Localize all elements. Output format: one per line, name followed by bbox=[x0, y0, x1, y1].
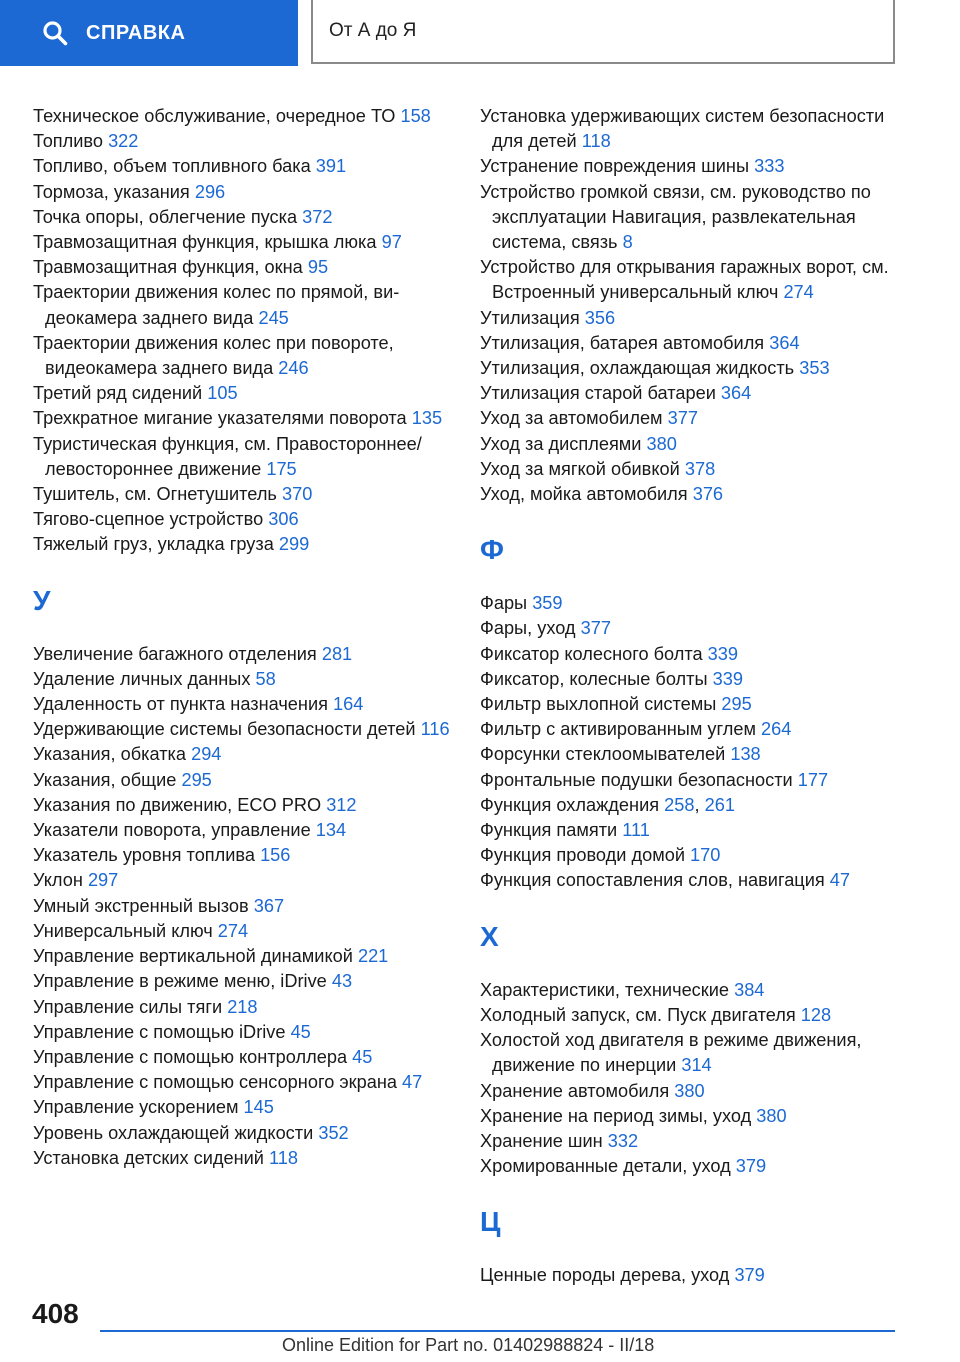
page-link[interactable]: 356 bbox=[584, 307, 616, 328]
search-icon bbox=[42, 20, 68, 46]
index-entry-text: Хранение на период зимы, уход bbox=[480, 1105, 757, 1126]
index-entry-text: Фиксатор, колесные болты bbox=[480, 668, 713, 689]
index-entry bbox=[480, 1263, 920, 1288]
page-link[interactable]: 264 bbox=[761, 719, 792, 740]
index-entry-text: Установка детских сидений bbox=[33, 1147, 270, 1168]
index-entry bbox=[33, 944, 473, 969]
index-entry bbox=[33, 1070, 473, 1095]
index-entry bbox=[33, 969, 473, 994]
page-header bbox=[0, 0, 960, 66]
index-entry bbox=[33, 406, 473, 431]
page-link[interactable]: 135 bbox=[411, 408, 443, 429]
index-entry-text: Точка опоры, облегчение пуска bbox=[33, 206, 303, 227]
index-entry-text: Холодный запуск, см. Пуск двигателя bbox=[480, 1004, 801, 1025]
page-link[interactable]: 332 bbox=[607, 1130, 639, 1151]
index-entry bbox=[480, 406, 920, 431]
index-entry-text: Тягово-сцепное устройство bbox=[33, 509, 269, 530]
index-entry bbox=[33, 331, 473, 381]
index-entry-text: Управление с помощью iDrive bbox=[33, 1021, 291, 1042]
page-link[interactable]: 306 bbox=[268, 509, 299, 530]
index-entry bbox=[33, 381, 473, 406]
index-entry bbox=[33, 230, 473, 255]
index-entry bbox=[33, 205, 473, 230]
page-link[interactable]: 372 bbox=[302, 206, 333, 227]
index-entry bbox=[33, 1020, 473, 1045]
page-link[interactable]: 295 bbox=[181, 769, 212, 790]
index-column-left bbox=[33, 104, 473, 1171]
a-to-z-tab-label: От А до Я bbox=[329, 20, 417, 41]
page-link[interactable]: 333 bbox=[754, 156, 785, 177]
footer-divider bbox=[100, 1330, 895, 1332]
index-entry-text: Устранение повреждения шины bbox=[480, 156, 755, 177]
index-entry bbox=[33, 642, 473, 667]
index-entry-text: Уход за мягкой обивкой bbox=[480, 458, 685, 479]
index-entry-text: Указания, общие bbox=[33, 769, 182, 790]
index-entry bbox=[480, 667, 920, 692]
page-link[interactable]: 294 bbox=[191, 744, 222, 765]
index-entry bbox=[480, 482, 920, 507]
index-entry-text: Тормоза, указания bbox=[33, 181, 195, 202]
index-entry-text: Туристическая функция, см. Правостороннее/левостороннее движение bbox=[33, 433, 422, 479]
index-entry-text: Функция памяти bbox=[480, 820, 623, 841]
index-entry-text: Форсунки стеклоомывателей bbox=[480, 744, 731, 765]
index-entry-text: Управление в режиме меню, iDrive bbox=[33, 971, 332, 992]
index-entry bbox=[480, 843, 920, 868]
index-entry bbox=[480, 742, 920, 767]
index-entry-text: Фронтальные подушки безопасности bbox=[480, 769, 798, 790]
index-entry-text: Холостой ход двигателя в режиме движения, движение по инерции bbox=[480, 1030, 862, 1076]
page-link[interactable]: 118 bbox=[581, 131, 611, 152]
index-entry bbox=[480, 1154, 920, 1179]
page-link[interactable]: 246 bbox=[278, 358, 309, 379]
edition-note: Online Edition for Part no. 01402988824 - II/18 bbox=[282, 1335, 655, 1355]
index-entry bbox=[480, 154, 920, 179]
index-entry-text: Уровень охлаждающей жидкости bbox=[33, 1122, 319, 1143]
index-entry-text: Указатель уровня топлива bbox=[33, 845, 261, 866]
index-letter-heading: У bbox=[33, 584, 51, 616]
page-link[interactable]: 297 bbox=[87, 870, 119, 891]
page-link[interactable]: 116 bbox=[420, 719, 450, 740]
page-link[interactable]: 177 bbox=[797, 769, 829, 790]
index-entry bbox=[480, 978, 920, 1003]
index-entry-text: Тяжелый груз, укладка груза bbox=[33, 534, 279, 555]
page-link[interactable]: 175 bbox=[266, 458, 297, 479]
page-link[interactable]: 95 bbox=[307, 257, 329, 278]
page-link[interactable]: 339 bbox=[707, 643, 739, 664]
page-link[interactable]: 353 bbox=[799, 358, 830, 379]
page-link[interactable]: 261 bbox=[704, 794, 735, 815]
page-link[interactable]: 296 bbox=[194, 181, 226, 202]
page-link[interactable]: 47 bbox=[402, 1072, 423, 1093]
index-entry bbox=[480, 255, 920, 305]
page-link[interactable]: 377 bbox=[580, 618, 611, 639]
page-link[interactable]: 295 bbox=[721, 694, 752, 715]
index-entry-text: Утилизация старой батареи bbox=[480, 383, 721, 404]
index-entry bbox=[480, 104, 920, 154]
page-link[interactable]: 380 bbox=[674, 1080, 705, 1101]
page-link[interactable]: 97 bbox=[381, 232, 402, 253]
index-entry-text: Уход, мойка автомобиля bbox=[480, 484, 693, 505]
index-entry-text: Управление вертикальной динамикой bbox=[33, 946, 358, 967]
page-link[interactable]: 391 bbox=[315, 156, 347, 177]
index-entry bbox=[33, 868, 473, 893]
index-entry bbox=[33, 742, 473, 767]
index-entry-text: Утилизация, охлаждающая жидкость bbox=[480, 358, 800, 379]
page-link[interactable]: 376 bbox=[692, 484, 724, 505]
index-entry-text: Управление с помощью сенсорного экрана bbox=[33, 1072, 403, 1093]
page-link[interactable]: 314 bbox=[681, 1055, 712, 1076]
index-entry bbox=[33, 507, 473, 532]
index-entry-text: Умный экстренный вызов bbox=[33, 895, 254, 916]
index-entry-text: Утилизация bbox=[480, 307, 585, 328]
index-column-right bbox=[480, 104, 920, 1289]
index-entry-text: Уход за автомобилем bbox=[480, 408, 668, 429]
page-link[interactable]: 370 bbox=[281, 484, 313, 505]
index-entry-text: Травмозащитная функция, крышка люка bbox=[33, 232, 382, 253]
index-letter-heading: Ц bbox=[480, 1206, 501, 1238]
index-entry-text: Топливо, объем топливного бака bbox=[33, 156, 316, 177]
a-to-z-tab[interactable] bbox=[311, 0, 895, 64]
index-entry-text: Универсальный ключ bbox=[33, 920, 218, 941]
page-link[interactable]: 258 bbox=[664, 794, 695, 815]
index-entry bbox=[33, 843, 473, 868]
index-entry bbox=[33, 129, 473, 154]
index-entry-text: Третий ряд сидений bbox=[33, 383, 208, 404]
index-entry-text: Фиксатор колесного болта bbox=[480, 643, 708, 664]
index-entry bbox=[33, 482, 473, 507]
index-entry bbox=[480, 768, 920, 793]
index-entry-text: Фары bbox=[480, 593, 533, 614]
index-entry bbox=[480, 642, 920, 667]
page-link[interactable]: 312 bbox=[326, 794, 357, 815]
index-entry-text: Устройство для открывания гаражных ворот, см. Встроенный универсальный ключ bbox=[480, 257, 889, 303]
index-entry-text: Техническое обслуживание, очередное ТО bbox=[33, 106, 401, 126]
index-entry-text: Указатели поворота, управление bbox=[33, 820, 316, 841]
page-link[interactable]: 105 bbox=[207, 383, 238, 404]
index-entry-text: Фильтр с активированным углем bbox=[480, 719, 762, 740]
page-link[interactable]: 364 bbox=[720, 383, 752, 404]
index-entry bbox=[33, 1095, 473, 1120]
page-link[interactable]: 379 bbox=[735, 1156, 767, 1177]
index-entry-text: Уклон bbox=[33, 870, 88, 891]
page-link[interactable]: 379 bbox=[734, 1265, 765, 1286]
index-entry-text: Функция сопоставления слов, навигация bbox=[480, 870, 830, 891]
index-entry-text: Тушитель, см. Огнетушитель bbox=[33, 484, 282, 505]
index-entry-text: Удаленность от пункта назначения bbox=[33, 694, 334, 715]
index-entry-text: Ценные породы дерева, уход bbox=[480, 1265, 735, 1286]
page-link[interactable]: 58 bbox=[255, 668, 276, 689]
page-link[interactable]: 378 bbox=[684, 458, 716, 479]
index-entry bbox=[480, 356, 920, 381]
index-entry-text: Характеристики, технические bbox=[480, 979, 735, 1000]
page-link[interactable]: 145 bbox=[243, 1097, 274, 1118]
index-entry bbox=[33, 432, 473, 482]
page-link[interactable]: 380 bbox=[646, 433, 677, 454]
index-entry bbox=[33, 768, 473, 793]
index-entry bbox=[480, 1104, 920, 1129]
page-link[interactable]: 8 bbox=[622, 232, 633, 253]
index-entry bbox=[480, 1003, 920, 1028]
index-entry-text: Управление ускорением bbox=[33, 1097, 244, 1118]
page-link[interactable]: 128 bbox=[800, 1004, 832, 1025]
index-entry bbox=[33, 280, 473, 330]
page-link[interactable]: 164 bbox=[333, 694, 364, 715]
page-link[interactable]: 138 bbox=[730, 744, 761, 765]
index-entry bbox=[480, 818, 920, 843]
index-entry-text: Удаление личных данных bbox=[33, 668, 256, 689]
index-entry bbox=[33, 894, 473, 919]
index-entry bbox=[33, 104, 473, 129]
index-entry bbox=[33, 1121, 473, 1146]
page-number: 408 bbox=[32, 1298, 79, 1329]
page-link[interactable]: 322 bbox=[108, 131, 139, 152]
index-entry bbox=[480, 717, 920, 742]
index-entry-text: Траектории движения колес при повороте, видеокамера заднего вида bbox=[33, 332, 394, 379]
index-entry-text: Хранение автомобиля bbox=[480, 1080, 675, 1101]
page-link[interactable]: 367 bbox=[253, 895, 285, 916]
index-entry-text: Удерживающие системы безопасности детей bbox=[33, 719, 421, 740]
index-entry bbox=[33, 532, 473, 557]
index-entry bbox=[33, 919, 473, 944]
index-entry-text: Управление силы тяги bbox=[33, 996, 228, 1017]
index-entry-text: Управление с помощью контроллера bbox=[33, 1046, 353, 1067]
index-entry-text: Функция проводи домой bbox=[480, 845, 691, 866]
index-entry bbox=[33, 180, 473, 205]
index-entry-text: Уход за дисплеями bbox=[480, 433, 647, 454]
index-entry-text: Функция охлаждения bbox=[480, 794, 665, 815]
page-link[interactable]: 377 bbox=[667, 408, 698, 429]
index-entry bbox=[33, 995, 473, 1020]
page-link[interactable]: 170 bbox=[690, 845, 721, 866]
index-entry bbox=[33, 793, 473, 818]
index-entry bbox=[33, 154, 473, 179]
index-entry-text: Указания по движению, ECO PRO bbox=[33, 794, 327, 815]
index-entry-text: Увеличение багажного отделения bbox=[33, 643, 322, 664]
index-entry bbox=[33, 1045, 473, 1070]
page-link[interactable]: 359 bbox=[532, 593, 563, 614]
page-link[interactable]: 380 bbox=[756, 1105, 787, 1126]
page-link[interactable]: 45 bbox=[290, 1021, 311, 1042]
index-entry-text: Трехкратное мигание указателями поворота bbox=[33, 408, 412, 429]
index-letter-heading: Х bbox=[480, 920, 499, 952]
index-entry-text: Указания, обкатка bbox=[33, 744, 192, 765]
page-link[interactable]: 299 bbox=[278, 534, 310, 555]
index-entry bbox=[480, 331, 920, 356]
page-link[interactable]: 364 bbox=[769, 332, 800, 353]
index-entry-text: Утилизация, батарея автомобиля bbox=[480, 332, 770, 353]
index-entry bbox=[33, 1146, 473, 1171]
index-entry-text: Устройство громкой связи, см. руководство по эксплуатации Навигация, развлекательная система, связь bbox=[480, 181, 871, 253]
index-entry bbox=[480, 692, 920, 717]
index-entry bbox=[480, 457, 920, 482]
index-entry bbox=[33, 255, 473, 280]
page-link[interactable]: 158 bbox=[400, 106, 431, 126]
page-link[interactable]: 45 bbox=[352, 1046, 373, 1067]
page-link[interactable]: 218 bbox=[227, 996, 258, 1017]
page-link[interactable]: 245 bbox=[258, 307, 289, 328]
index-entry bbox=[33, 818, 473, 843]
index-entry bbox=[480, 1129, 920, 1154]
index-entry bbox=[33, 667, 473, 692]
page-link[interactable]: 221 bbox=[357, 946, 389, 967]
index-entry bbox=[480, 1079, 920, 1104]
index-entry bbox=[33, 717, 473, 742]
index-entry bbox=[480, 306, 920, 331]
page-link[interactable]: 274 bbox=[783, 282, 814, 303]
page-link[interactable]: 339 bbox=[712, 668, 743, 689]
index-letter-heading: Ф bbox=[480, 534, 504, 566]
index-entry bbox=[480, 432, 920, 457]
index-entry bbox=[480, 868, 920, 893]
index-entry-text: Установка удерживающих систем безопасности для детей bbox=[480, 106, 885, 152]
page-link[interactable]: 134 bbox=[315, 820, 347, 841]
index-entry bbox=[480, 591, 920, 616]
index-entry-text: Траектории движения колес по прямой, видеокамера заднего вида bbox=[33, 282, 400, 328]
page-link[interactable]: 352 bbox=[318, 1122, 349, 1143]
help-tab[interactable] bbox=[0, 0, 298, 66]
help-tab-label: СПРАВКА bbox=[86, 21, 186, 44]
index-entry-text: Хранение шин bbox=[480, 1130, 608, 1151]
index-entry-text: Фары, уход bbox=[480, 618, 581, 639]
index-entry-text: Фильтр выхлопной системы bbox=[480, 694, 722, 715]
page-link[interactable]: 118 bbox=[269, 1147, 299, 1168]
index-entry bbox=[33, 692, 473, 717]
page-link[interactable]: 43 bbox=[331, 971, 353, 992]
page-link[interactable]: 274 bbox=[217, 920, 249, 941]
index-entry-text: Хромированные детали, уход bbox=[480, 1156, 736, 1177]
index-entry: Функция охлаждения 258, 261 bbox=[480, 794, 735, 815]
index-entry bbox=[480, 1028, 920, 1078]
index-entry bbox=[480, 616, 920, 641]
page-link[interactable]: 384 bbox=[734, 979, 765, 1000]
page-link[interactable]: 281 bbox=[321, 643, 353, 664]
index-entry-text: Топливо bbox=[33, 131, 109, 152]
index-entry bbox=[480, 381, 920, 406]
index-entry-text: Травмозащитная функция, окна bbox=[33, 257, 308, 278]
page-link[interactable]: 111 bbox=[622, 820, 650, 841]
page-link[interactable]: 47 bbox=[829, 870, 851, 891]
index-entry bbox=[480, 180, 920, 256]
page-link[interactable]: 156 bbox=[260, 845, 291, 866]
